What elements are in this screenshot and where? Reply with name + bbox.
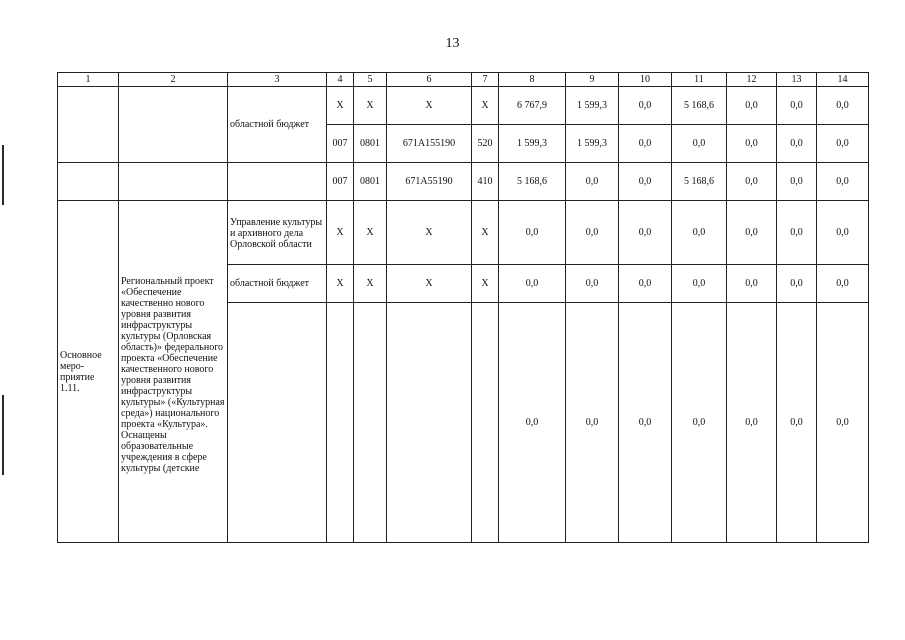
amount-cell: 0,0	[727, 87, 777, 125]
amount-cell: 0,0	[817, 265, 869, 303]
table-cell: X	[387, 265, 472, 303]
table-row	[58, 163, 869, 201]
column-header: 4	[327, 73, 354, 87]
amount-cell: 0,0	[619, 201, 672, 265]
table-cell: X	[472, 87, 499, 125]
amount-cell: 0,0	[777, 87, 817, 125]
budget-table	[57, 72, 869, 543]
column-header: 6	[387, 73, 472, 87]
amount-cell: 1 599,3	[566, 125, 619, 163]
amount-cell: 0,0	[619, 163, 672, 201]
page-number: 13	[445, 36, 460, 51]
column-header: 11	[672, 73, 727, 87]
column-header: 3	[228, 73, 327, 87]
amount-cell: 0,0	[727, 201, 777, 265]
table-cell: 0801	[354, 125, 387, 163]
amount-cell: 0,0	[566, 201, 619, 265]
table-cell: 410	[472, 163, 499, 201]
table-cell: X	[354, 87, 387, 125]
column-header: 7	[472, 73, 499, 87]
amount-cell: 0,0	[727, 265, 777, 303]
column-header: 9	[566, 73, 619, 87]
table-cell: X	[354, 201, 387, 265]
amount-cell: 0,0	[619, 303, 672, 543]
amount-cell: 5 168,6	[672, 87, 727, 125]
amount-cell: 0,0	[566, 265, 619, 303]
amount-cell: 0,0	[619, 87, 672, 125]
table-cell: 007	[327, 125, 354, 163]
amount-cell: 0,0	[777, 303, 817, 543]
column-header: 13	[777, 73, 817, 87]
table-cell	[119, 163, 228, 201]
amount-cell: 0,0	[777, 201, 817, 265]
table-cell	[119, 87, 228, 163]
scan-margin-mark	[2, 145, 4, 205]
table-cell	[327, 303, 354, 543]
amount-cell: 0,0	[777, 163, 817, 201]
amount-cell: 0,0	[817, 125, 869, 163]
table-header-row	[58, 73, 869, 87]
amount-cell: 1 599,3	[566, 87, 619, 125]
table-cell: 007	[327, 163, 354, 201]
amount-cell: 0,0	[817, 163, 869, 201]
amount-cell: 0,0	[619, 125, 672, 163]
amount-cell: 0,0	[672, 303, 727, 543]
table-cell: X	[387, 201, 472, 265]
project-description-cell: Региональный проект «Обеспечение качественно нового уровня развития инфраструктуры культуры (Орловская область)» федерального проекта «Обеспечение качественного нового уровня развития инфраструктуры культуры» («Культурная среда») национального проекта «Культура». Оснащены образовательные учреждения в сфере культуры (детские	[119, 201, 228, 543]
table-cell	[472, 303, 499, 543]
amount-cell: 0,0	[777, 125, 817, 163]
table-row	[58, 201, 869, 265]
responsible-executor-cell: Управление культуры и архивного дела Орловской области	[228, 201, 327, 265]
amount-cell: 0,0	[672, 265, 727, 303]
amount-cell: 5 168,6	[499, 163, 566, 201]
column-header: 14	[817, 73, 869, 87]
funding-source-cell: областной бюджет	[228, 87, 327, 163]
table-cell: 520	[472, 125, 499, 163]
table-cell	[387, 303, 472, 543]
amount-cell: 0,0	[817, 303, 869, 543]
amount-cell: 0,0	[499, 201, 566, 265]
amount-cell: 0,0	[817, 201, 869, 265]
amount-cell: 6 767,9	[499, 87, 566, 125]
amount-cell: 0,0	[566, 303, 619, 543]
table-cell: X	[472, 265, 499, 303]
table-cell: X	[327, 201, 354, 265]
table-cell	[228, 303, 327, 543]
amount-cell: 0,0	[727, 163, 777, 201]
table-cell: 671A155190	[387, 125, 472, 163]
amount-cell: 0,0	[672, 201, 727, 265]
amount-cell: 0,0	[566, 163, 619, 201]
funding-source-cell: областной бюджет	[228, 265, 327, 303]
amount-cell: 0,0	[619, 265, 672, 303]
amount-cell: 0,0	[777, 265, 817, 303]
table-cell	[228, 163, 327, 201]
table-cell	[58, 87, 119, 163]
column-header: 10	[619, 73, 672, 87]
column-header: 12	[727, 73, 777, 87]
column-header: 1	[58, 73, 119, 87]
amount-cell: 1 599,3	[499, 125, 566, 163]
table-row	[58, 87, 869, 125]
column-header: 2	[119, 73, 228, 87]
table-cell: X	[472, 201, 499, 265]
amount-cell: 0,0	[727, 125, 777, 163]
table-cell: 671A55190	[387, 163, 472, 201]
table-cell: 0801	[354, 163, 387, 201]
amount-cell: 0,0	[672, 125, 727, 163]
column-header: 8	[499, 73, 566, 87]
table-cell: X	[354, 265, 387, 303]
amount-cell: 0,0	[499, 265, 566, 303]
scan-margin-mark	[2, 395, 4, 475]
table-cell	[58, 163, 119, 201]
amount-cell: 0,0	[499, 303, 566, 543]
table-cell	[354, 303, 387, 543]
amount-cell: 5 168,6	[672, 163, 727, 201]
table-cell: X	[387, 87, 472, 125]
table-cell: X	[327, 87, 354, 125]
table-cell: X	[327, 265, 354, 303]
measure-title-cell: Основное меро-приятие 1.11.	[58, 201, 119, 543]
amount-cell: 0,0	[817, 87, 869, 125]
amount-cell: 0,0	[727, 303, 777, 543]
column-header: 5	[354, 73, 387, 87]
